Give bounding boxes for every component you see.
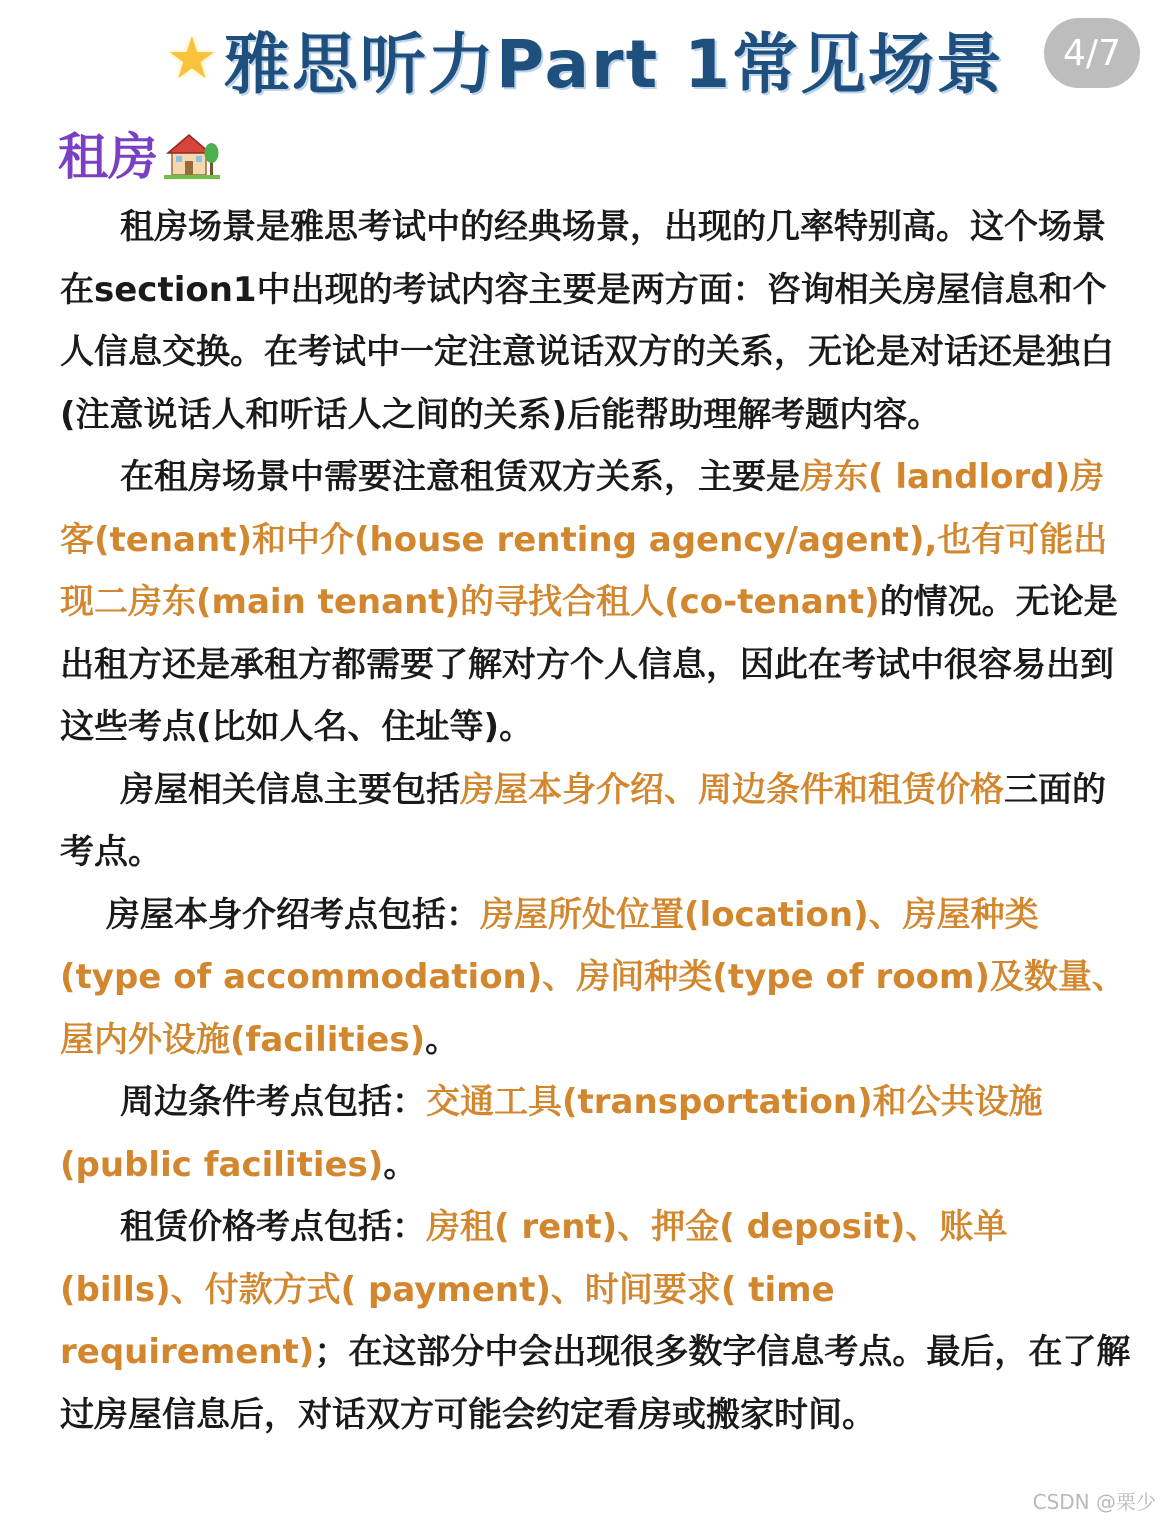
paragraph-house-intro-highlight: 房屋所处位置(location)、房屋种类(type of accommodation)、房间种类(type of room)及数量、屋内外设施(facilities)	[60, 894, 1126, 1060]
paragraph-relations-tail: 的情况。无论是出租方还是承租方都需要了解对方个人信息，因此在考试中很容易出到这些考点(比如人名、住址等)。	[60, 582, 1118, 747]
paragraph-surroundings-highlight: 交通工具(transportation)和公共设施(public facilities)	[60, 1082, 1043, 1185]
paragraph-price-tail: ；在这部分中会出现很多数字信息考点。最后，在了解过房屋信息后，对话双方可能会约定看房或搬家时间。	[60, 1332, 1131, 1435]
paragraph-intro: 租房场景是雅思考试中的经典场景，出现的几率特别高。这个场景在section1中出现的考试内容主要是两方面：咨询相关房屋信息和个人信息交换。在考试中一定注意说话双方的关系，无论是对话还是独白(注意说话人和听话人之间的关系)后能帮助理解考题内容。	[60, 207, 1114, 435]
paragraph-house-info-lead: 房屋相关信息主要包括	[120, 769, 460, 810]
paragraph-house-info-highlight: 房屋本身介绍、周边条件和租赁价格	[460, 769, 1004, 810]
page-title: 雅思听力Part 1常见场景	[223, 25, 1005, 103]
paragraph-surroundings	[60, 1071, 1132, 1196]
star-icon: ★	[165, 24, 218, 92]
section-title: 租房	[58, 128, 158, 186]
watermark: CSDN @栗少	[1032, 1490, 1156, 1514]
paragraph-house-info-tail: 三面的考点。	[60, 769, 1106, 872]
paragraph-house-intro-lead: 房屋本身介绍考点包括：	[106, 894, 480, 935]
title-bar	[0, 8, 1170, 108]
paragraph-relations-highlight: 房东( landlord)房客(tenant)和中介(house renting agency/agent),也有可能出现二房东(main tenant)的寻找合租人(co-tenant)	[60, 457, 1108, 622]
paragraph-price-highlight: 房租( rent)、押金( deposit)、账单(bills)、付款方式( payment)、时间要求( time requirement)	[60, 1207, 1008, 1372]
paragraph-surroundings-tail: 。	[383, 1144, 418, 1185]
paragraph-house-intro-tail: 。	[425, 1019, 460, 1060]
house-icon	[164, 125, 220, 181]
paragraph-relations-lead: 在租房场景中需要注意租赁双方关系，主要是	[120, 457, 800, 497]
paragraph-house-info	[60, 759, 1132, 884]
paragraph-price-lead: 租赁价格考点包括：	[120, 1207, 426, 1247]
page-indicator-badge[interactable]: 4/7	[1044, 18, 1140, 88]
paragraph-house-intro	[60, 884, 1132, 1072]
paragraph-surroundings-lead: 周边条件考点包括：	[120, 1082, 426, 1122]
article-body	[60, 196, 1132, 1446]
paragraph-relations	[60, 446, 1132, 759]
paragraph-price	[60, 1196, 1132, 1446]
section-header	[58, 118, 220, 188]
